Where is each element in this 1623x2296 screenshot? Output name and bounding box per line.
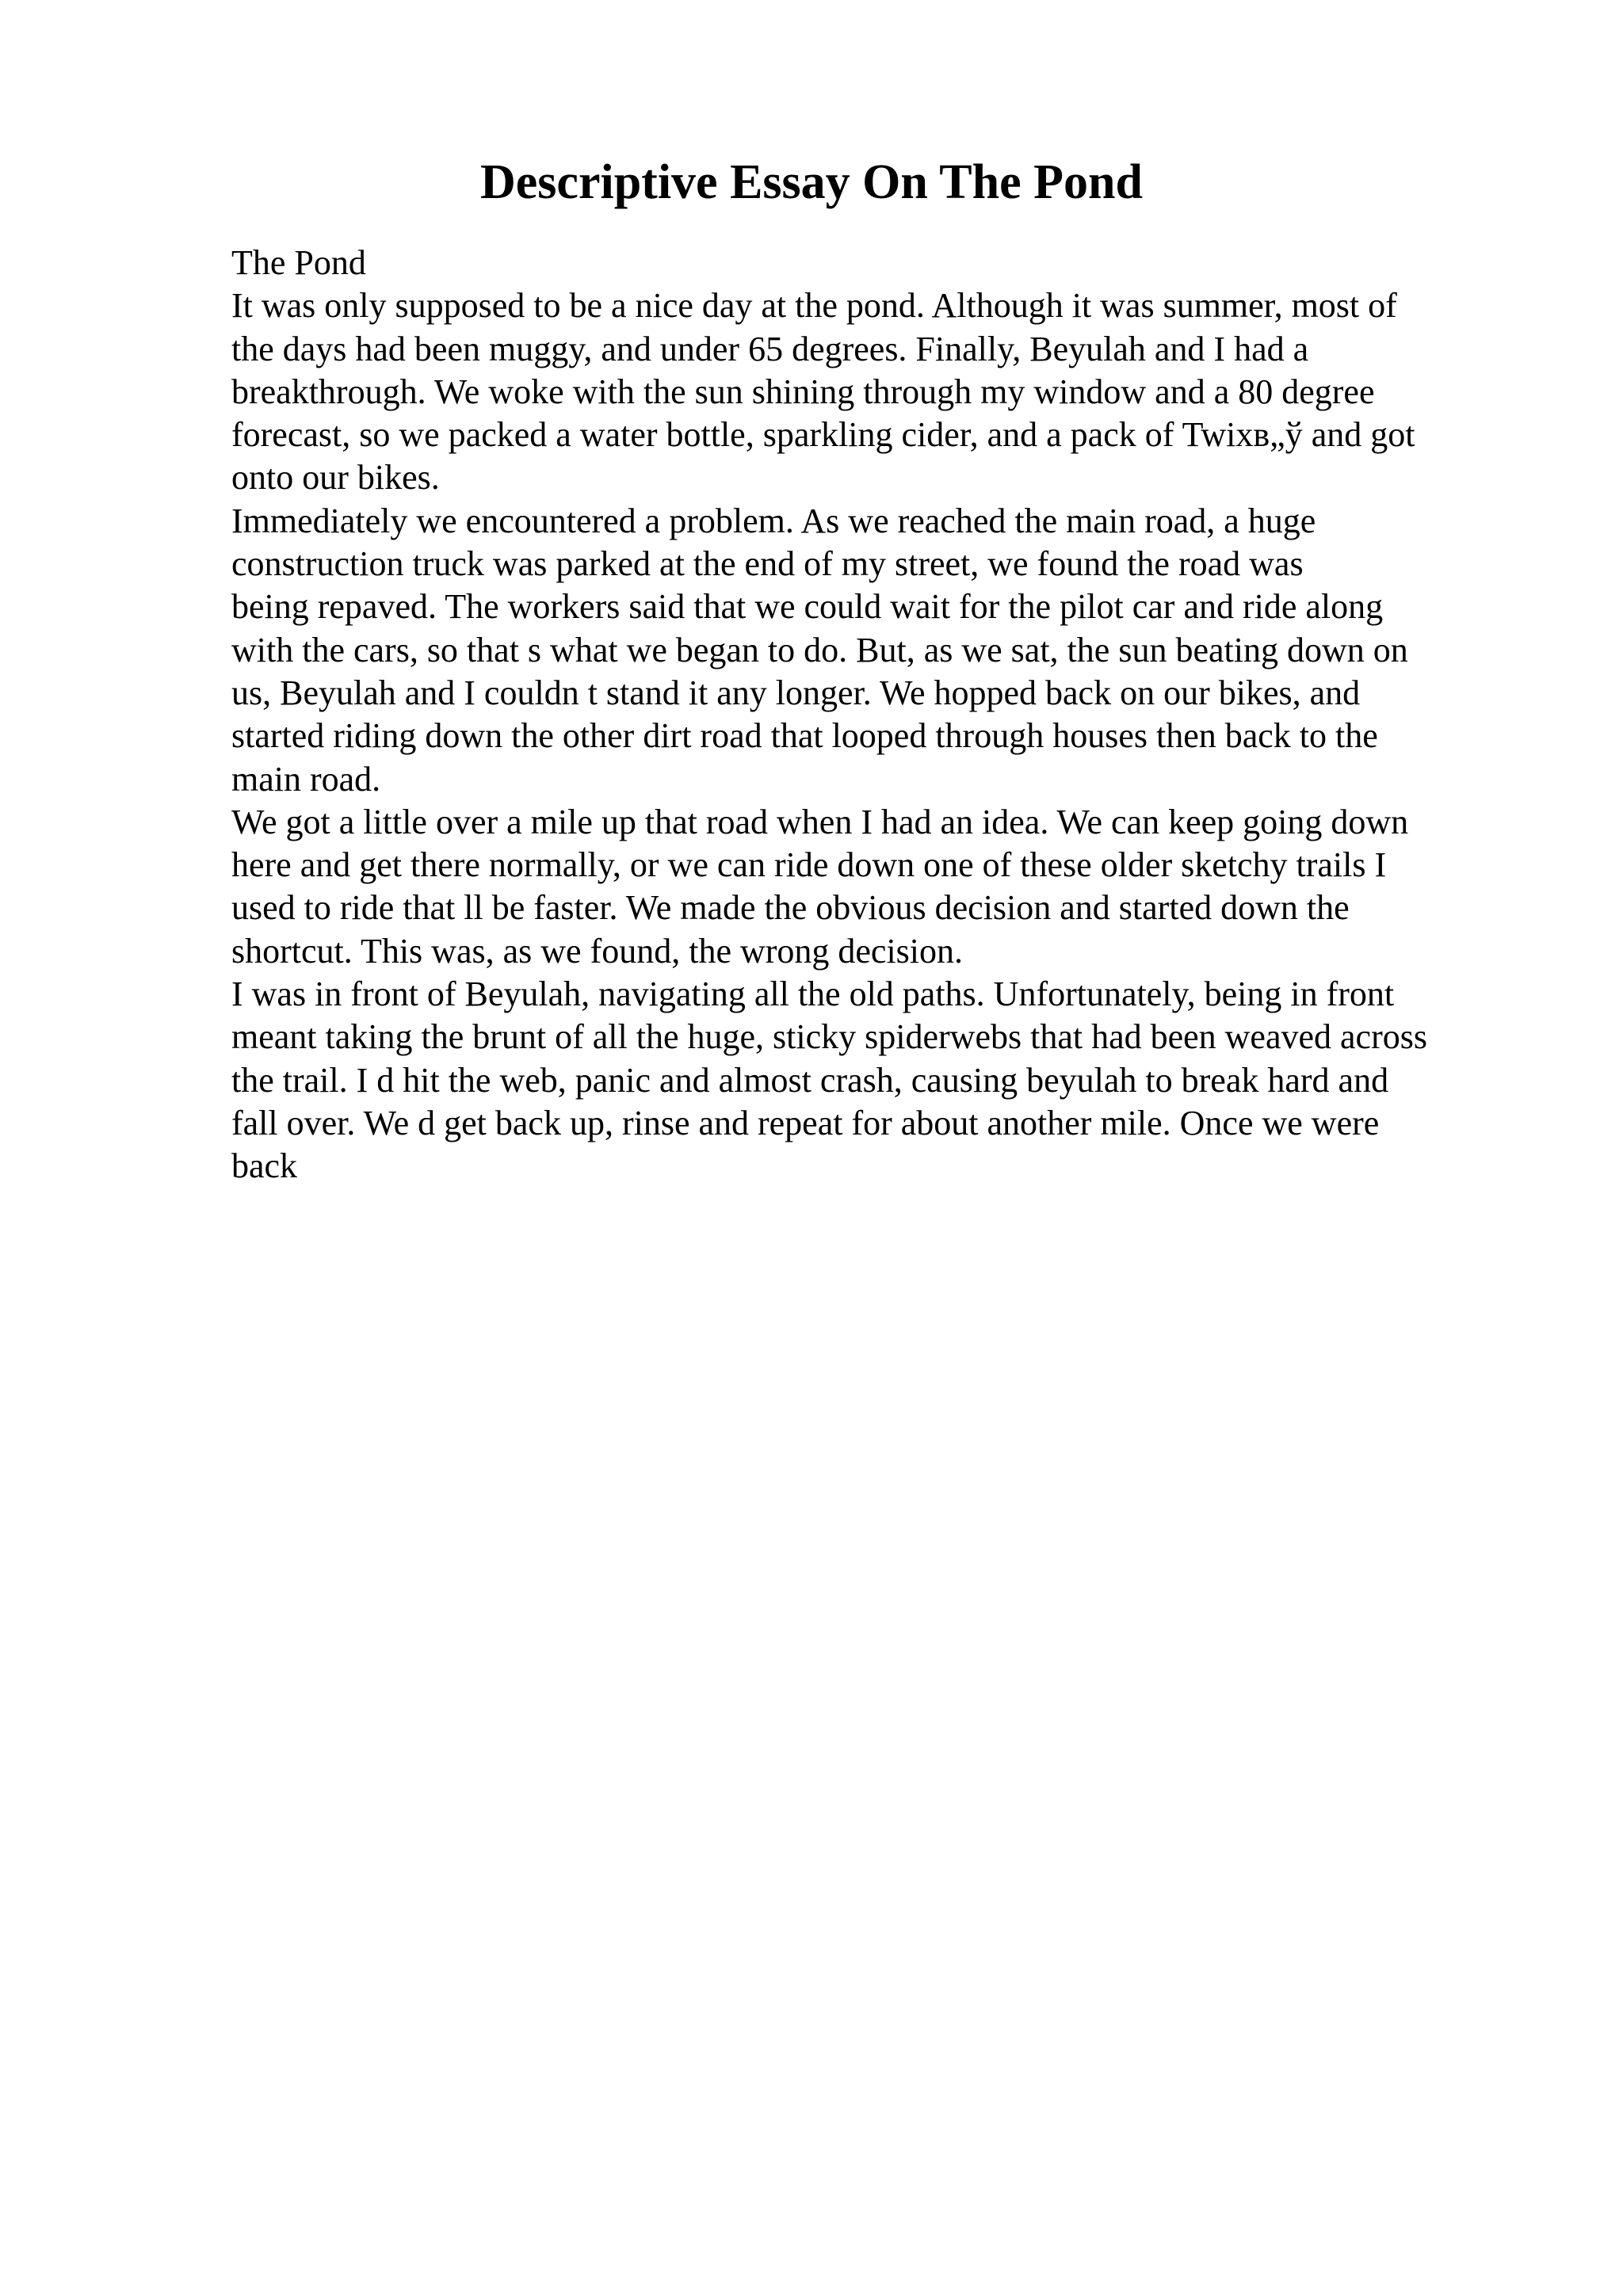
text-line: here and get there normally, or we can ride down one of these older sketchy trails I <box>231 845 1387 885</box>
text-line: us, Beyulah and I couldn t stand it any longer. We hopped back on our bikes, and <box>231 673 1361 712</box>
text-line: being repaved. The workers said that we could wait for the pilot car and ride along <box>231 587 1384 627</box>
text-line: construction truck was parked at the end of my street, we found the road was <box>231 544 1304 584</box>
text-line: onto our bikes. <box>231 458 440 498</box>
text-line: the trail. I d hit the web, panic and almost crash, causing beyulah to break hard and <box>231 1060 1389 1100</box>
text-line: shortcut. This was, as we found, the wrong decision. <box>231 931 964 971</box>
text-line: back <box>231 1146 298 1186</box>
text-line: forecast, so we packed a water bottle, sparkling cider, and a pack of Twixв„ў and got <box>231 415 1415 455</box>
text-line: started riding down the other dirt road that looped through houses then back to the <box>231 716 1378 756</box>
text-line: It was only supposed to be a nice day at the pond. Although it was summer, most of <box>231 286 1397 326</box>
text-line: main road. <box>231 759 381 799</box>
text-line: Immediately we encountered a problem. As we reached the main road, a huge <box>231 501 1316 540</box>
text-line: with the cars, so that s what we began to do. But, as we sat, the sun beating down on <box>231 630 1408 669</box>
text-line: I was in front of Beyulah, navigating all the old paths. Unfortunately, being in front <box>231 974 1395 1014</box>
essay-body <box>231 242 1610 1188</box>
text-line: breakthrough. We woke with the sun shining through my window and a 80 degree <box>231 372 1375 411</box>
text-line: the days had been muggy, and under 65 degrees. Finally, Beyulah and I had a <box>231 329 1309 368</box>
text-line: meant taking the brunt of all the huge, sticky spiderwebs that had been weaved across <box>231 1017 1427 1057</box>
page-title: Descriptive Essay On The Pond <box>480 155 1143 209</box>
text-line: We got a little over a mile up that road when I had an idea. We can keep going down <box>231 802 1409 841</box>
text-line: The Pond <box>231 243 366 282</box>
text-line: used to ride that ll be faster. We made the obvious decision and started down the <box>231 888 1350 928</box>
text-line: fall over. We d get back up, rinse and repeat for about another mile. Once we were <box>231 1103 1380 1142</box>
